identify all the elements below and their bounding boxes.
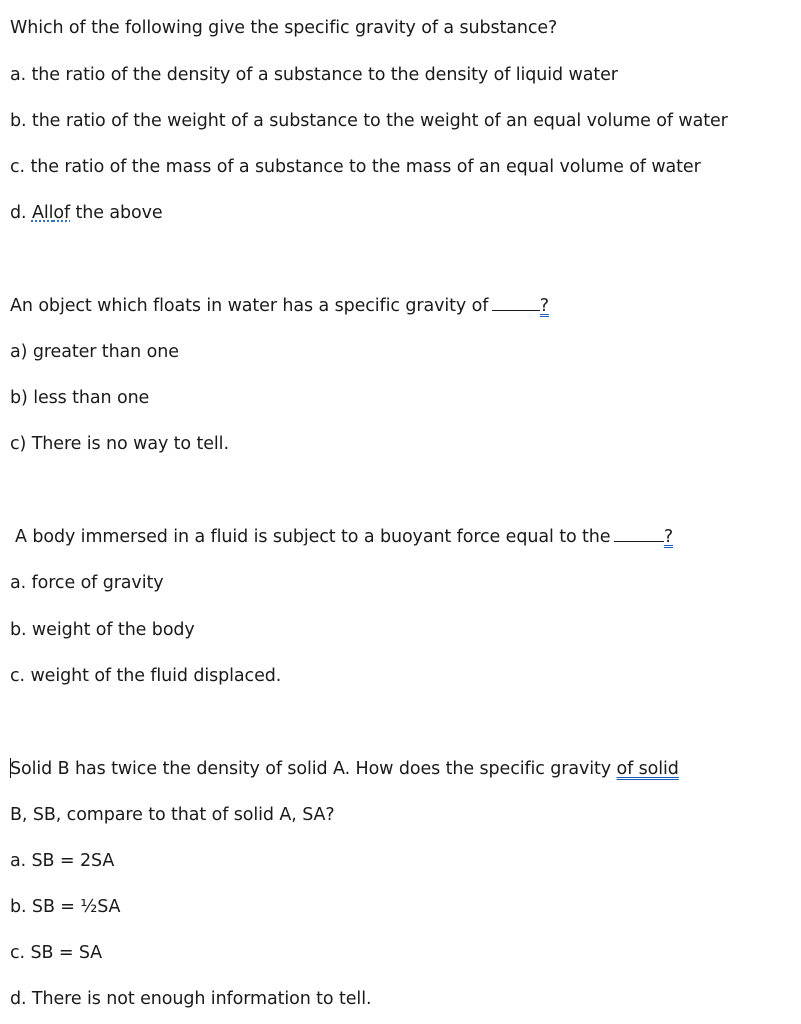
q1-option-c: c. the ratio of the mass of a substance to the mass of an equal volume of water xyxy=(10,157,701,177)
q4-prompt-line2: B, SB, compare to that of solid A, SA? xyxy=(10,805,335,825)
q3-option-b: b. weight of the body xyxy=(10,620,195,640)
q1-option-d-rest: the above xyxy=(75,203,163,223)
q3-prompt-line xyxy=(15,526,673,548)
q4-prompt-underlined: of solid xyxy=(616,759,679,779)
q4-prompt-line1 xyxy=(10,758,679,780)
q1-option-b: b. the ratio of the weight of a substance to the weight of an equal volume of water xyxy=(10,111,728,131)
q3-prompt: A body immersed in a fluid is subject to a buoyant force equal to the xyxy=(15,527,611,547)
q1-option-d-underlined-all: All xyxy=(31,203,54,223)
q3-option-a: a. force of gravity xyxy=(10,573,164,593)
q4-option-b: b. SB = ½SA xyxy=(10,897,121,917)
q2-option-a: a) greater than one xyxy=(10,342,179,362)
q4-option-c: c. SB = SA xyxy=(10,943,103,963)
q1-prompt: Which of the following give the specific gravity of a substance? xyxy=(10,18,558,38)
q4-option-d: d. There is not enough information to tell. xyxy=(10,989,372,1009)
q4-prompt-start: Solid B has twice the density of solid A. How does the specific gravity xyxy=(10,759,612,779)
q3-blank-mark: ? xyxy=(663,527,674,547)
q2-option-b: b) less than one xyxy=(10,388,150,408)
q4-option-a: a. SB = 2SA xyxy=(10,851,115,871)
q1-option-d-underlined-of: of xyxy=(53,203,71,223)
q2-blank-mark: ? xyxy=(539,296,549,316)
q2-option-c: c) There is no way to tell. xyxy=(10,434,229,454)
q2-prompt: An object which floats in water has a specific gravity of xyxy=(10,296,489,316)
q2-prompt-line xyxy=(10,295,549,317)
q2-blank xyxy=(492,296,540,311)
q1-option-d xyxy=(10,202,163,224)
q1-option-a: a. the ratio of the density of a substance to the density of liquid water xyxy=(10,65,618,85)
q1-option-d-prefix: d. xyxy=(10,203,27,223)
q3-option-c: c. weight of the fluid displaced. xyxy=(10,666,282,686)
q3-blank xyxy=(614,527,664,542)
